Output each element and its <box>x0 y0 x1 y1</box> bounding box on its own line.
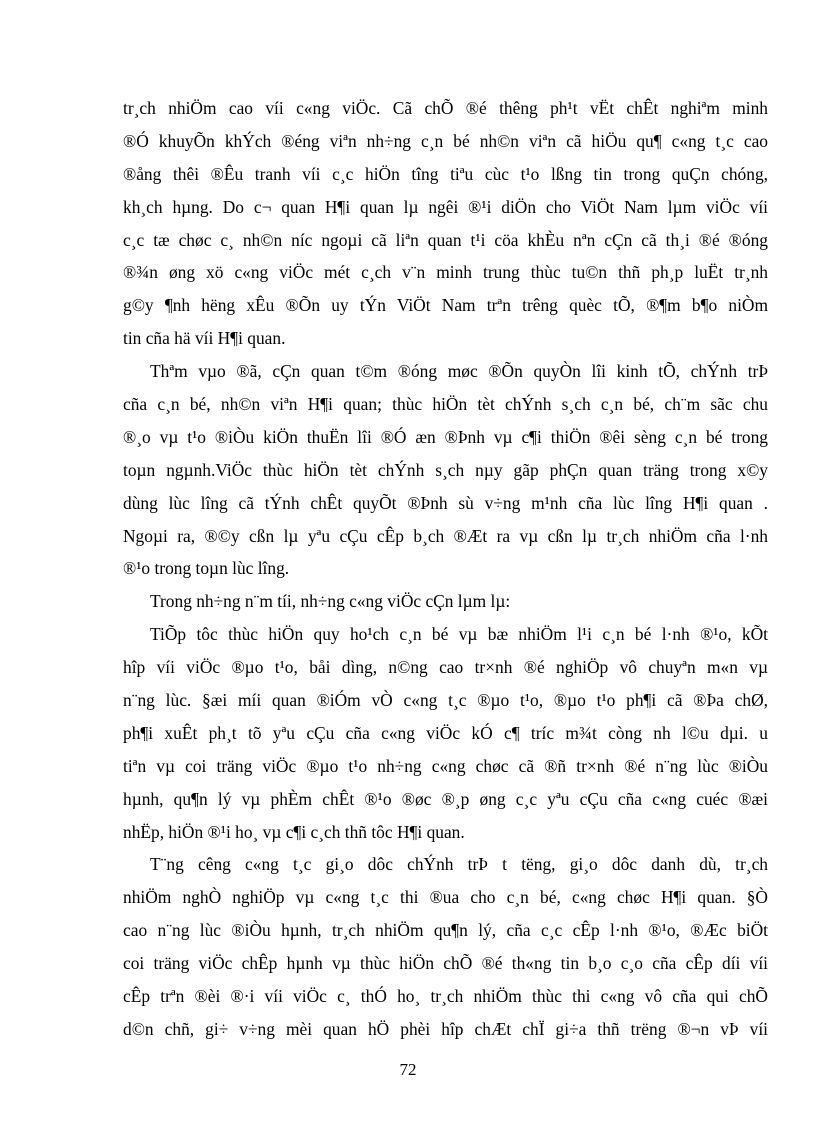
text-line: ®¹o trong toµn lùc lîng. <box>123 558 290 579</box>
text-line: n¨ng lùc. §æi míi quan ®iÓm vÒ c«ng t¸c ®µo t¹o, ®µo t¹o ph¶i cã ®Þa chØ, <box>123 690 768 711</box>
text-line: cÊp trªn ®èi ®·i víi viÖc c¸ thÓ ho¸ tr¸ch nhiÖm thùc thi c«ng vô cña qui chÕ <box>123 986 768 1007</box>
text-line: ®¾n øng xö c«ng viÖc mét c¸ch v¨n minh trung thùc tu©n thñ ph¸p luËt tr¸nh <box>123 262 768 283</box>
text-line: ph¶i xuÊt ph¸t tõ yªu cÇu cña c«ng viÖc kÓ c¶ tríc m¾t còng nh l©u dµi. u <box>123 722 768 743</box>
text-line: Ngoµi ra, ®©y cßn lµ yªu cÇu cÊp b¸ch ®Æt ra vµ cßn lµ tr¸ch nhiÖm cña l·nh <box>123 525 768 546</box>
text-line: kh¸ch hµng. Do c¬ quan H¶i quan lµ ngêi ®¹i diÖn cho ViÖt Nam lµm viÖc víi <box>123 196 768 217</box>
text-line: ®Ó khuyÕn khÝch ®éng viªn nh÷ng c¸n bé nh©n viªn cã hiÖu qu¶ c«ng t¸c cao <box>123 130 768 151</box>
page-number: 72 <box>399 1060 417 1079</box>
text-line: hîp víi viÖc ®µo t¹o, båi dìng, n©ng cao tr×nh ®é nghiÖp vô chuyªn m«n vµ <box>123 657 768 678</box>
text-line: tiªn vµ coi träng viÖc ®µo t¹o nh÷ng c«ng chøc cã ®ñ tr×nh ®é n¨ng lùc ®iÒu <box>123 755 768 776</box>
body-text <box>123 92 768 1046</box>
text-line: T¨ng cêng c«ng t¸c gi¸o dôc chÝnh trÞ t tëng, gi¸o dôc danh dù, tr¸ch <box>150 854 768 875</box>
text-line: tin cña hä víi H¶i quan. <box>123 328 286 349</box>
text-line: ®¸o vµ t¹o ®iÒu kiÖn thuËn lîi ®Ó æn ®Þnh vµ c¶i thiÖn ®êi sèng c¸n bé trong <box>123 426 768 447</box>
text-line: nhËp, hiÖn ®¹i ho¸ vµ c¶i c¸ch thñ tôc H¶i quan. <box>123 821 465 842</box>
text-line: tr¸ch nhiÖm cao víi c«ng viÖc. Cã chÕ ®é thêng ph¹t vËt chÊt nghiªm minh <box>123 98 768 118</box>
text-line: d©n chñ, gi÷ v÷ng mèi quan hÖ phèi hîp chÆt chÏ gi÷a thñ trëng ®¬n vÞ víi <box>123 1018 768 1039</box>
text-line: c¸c tæ chøc c¸ nh©n níc ngoµi cã liªn quan t¹i cöa khÈu nªn cÇn cã th¸i ®é ®óng <box>123 229 768 250</box>
text-line: coi träng viÖc chÊp hµnh vµ thùc hiÖn chÕ ®é th«ng tin b¸o c¸o cña cÊp díi víi <box>123 953 768 974</box>
text-line: hµnh, qu¶n lý vµ phÈm chÊt ®¹o ®øc ®¸p øng c¸c yªu cÇu cña c«ng cuéc ®æi <box>123 788 768 809</box>
text-line: dùng lùc lîng cã tÝnh chÊt quyÕt ®Þnh sù v÷ng m¹nh cña lùc lîng H¶i quan . <box>123 492 768 513</box>
text-line: TiÕp tôc thùc hiÖn quy ho¹ch c¸n bé vµ bæ nhiÖm l¹i c¸n bé l·nh ®¹o, kÕt <box>150 624 768 645</box>
text-line: Thªm vµo ®ã, cÇn quan t©m ®óng møc ®Õn quyÒn lîi kinh tÕ, chÝnh trÞ <box>150 361 768 382</box>
text-line: cña c¸n bé, nh©n viªn H¶i quan; thùc hiÖn tèt chÝnh s¸ch c¸n bé, ch¨m sãc chu <box>123 394 768 415</box>
text-line: Trong nh÷ng n¨m tíi, nh÷ng c«ng viÖc cÇn lµm lµ: <box>150 591 511 612</box>
text-line: cao n¨ng lùc ®iÒu hµnh, tr¸ch nhiÖm qu¶n lý, cña c¸c cÊp l·nh ®¹o, ®Æc biÖt <box>123 920 768 941</box>
text-line: ®ång thêi ®Êu tranh víi c¸c hiÖn tîng tiªu cùc t¹o lßng tin trong quÇn chóng, <box>123 163 768 184</box>
text-line: nhiÖm nghÒ nghiÖp vµ c«ng t¸c thi ®ua cho c¸n bé, c«ng chøc H¶i quan. §Ò <box>123 887 768 908</box>
text-line: toµn ngµnh.ViÖc thùc hiÖn tèt chÝnh s¸ch nµy gãp phÇn quan träng trong x©y <box>123 459 768 480</box>
text-line: g©y ¶nh hëng xÊu ®Õn uy tÝn ViÖt Nam trªn trêng quèc tÕ, ®¶m b¶o niÒm <box>123 295 768 316</box>
